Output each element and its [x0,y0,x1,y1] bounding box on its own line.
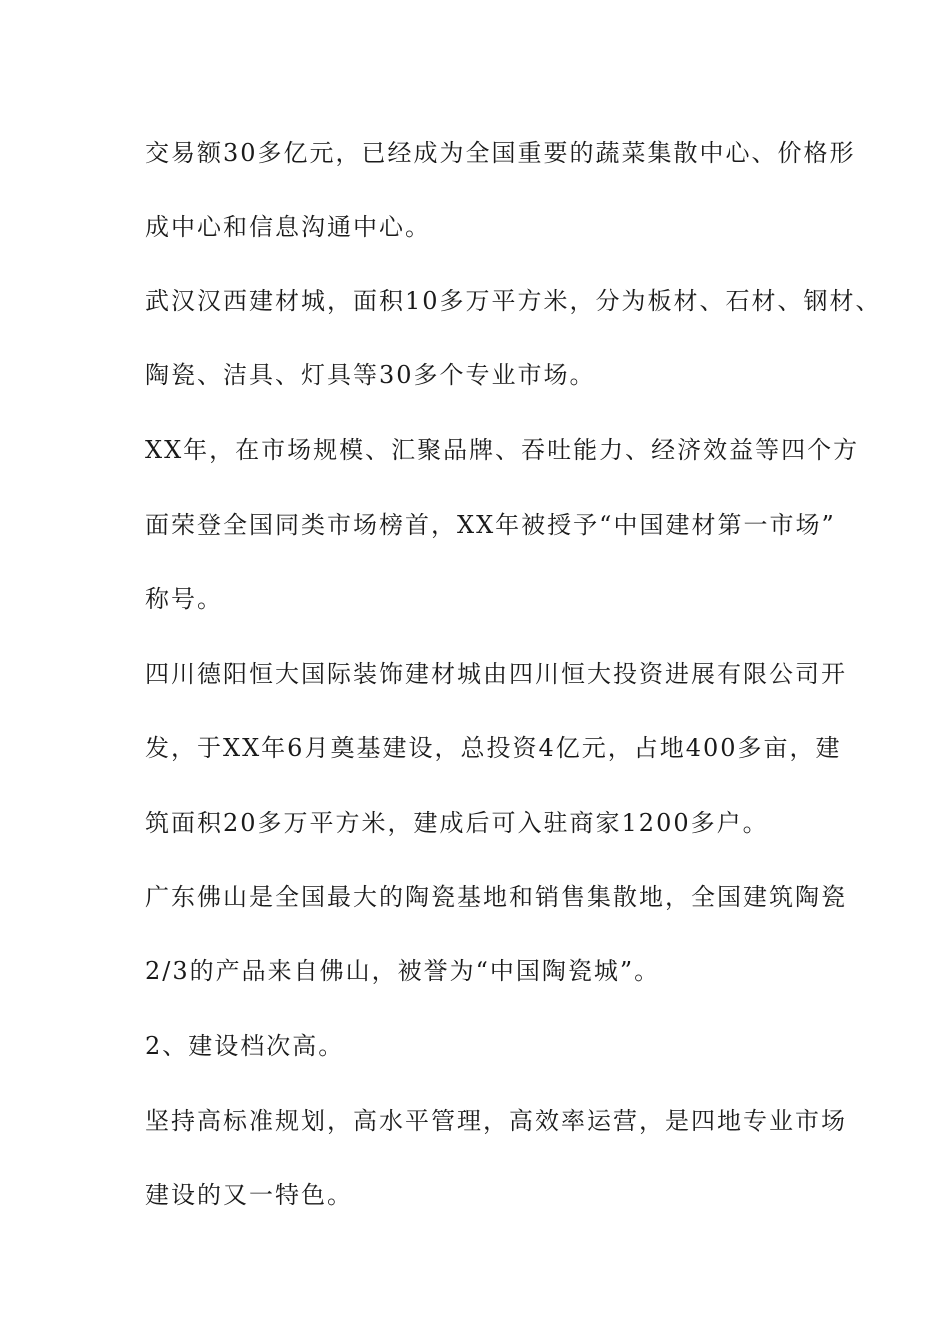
section-heading: 2、建设档次高。 [145,1032,345,1060]
paragraph-line: 2/3的产品来自佛山，被誉为“中国陶瓷城”。 [145,957,661,985]
paragraph-line: 面荣登全国同类市场榜首，XX年被授予“中国建材第一市场” [145,511,836,539]
paragraph-line: 建设的又一特色。 [145,1181,353,1209]
paragraph-line: 交易额30多亿元，已经成为全国重要的蔬菜集散中心、价格形 [145,139,856,167]
paragraph-line: 筑面积20多万平方米，建成后可入驻商家1200多户。 [145,809,769,837]
paragraph-line: 广东佛山是全国最大的陶瓷基地和销售集散地，全国建筑陶瓷 [145,883,847,911]
paragraph-line: 成中心和信息沟通中心。 [145,213,431,241]
paragraph-line: 武汉汉西建材城，面积10多万平方米，分为板材、石材、钢材、 [145,287,882,315]
paragraph-line: XX年，在市场规模、汇聚品牌、吞吐能力、经济效益等四个方 [145,436,860,464]
paragraph-line: 陶瓷、洁具、灯具等30多个专业市场。 [145,361,596,389]
paragraph-line: 发，于XX年6月奠基建设，总投资4亿元，占地400多亩，建 [145,734,842,762]
paragraph-line: 称号。 [145,585,223,613]
paragraph-line: 四川德阳恒大国际装饰建材城由四川恒大投资进展有限公司开 [145,660,847,688]
paragraph-line: 坚持高标准规划，高水平管理，高效率运营，是四地专业市场 [145,1107,847,1135]
